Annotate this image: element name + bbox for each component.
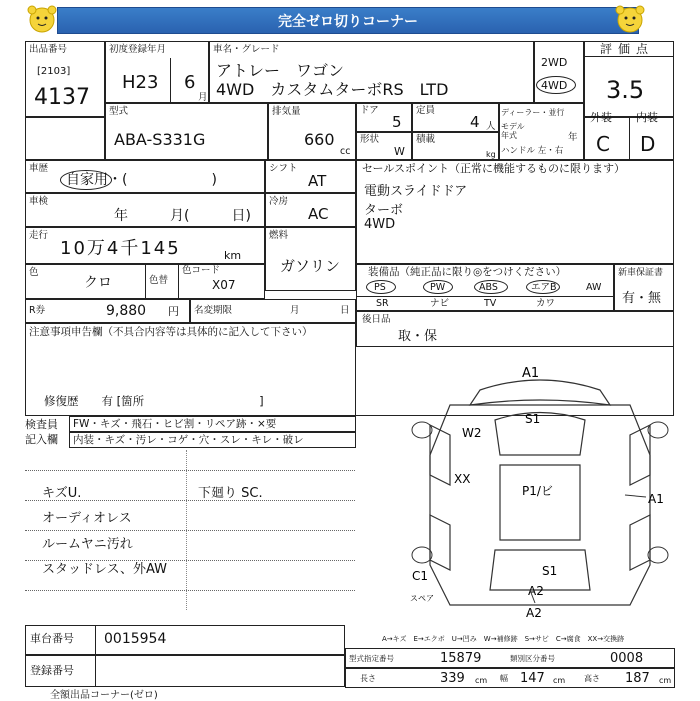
car-name-label: 車名・グレード xyxy=(213,44,280,55)
damage-legend: A→キズ E→エクボ U→凹み W→補修跡 S→サビ C→腐食 XX→交換跡 xyxy=(382,635,625,643)
lot-code: [2103] xyxy=(37,66,71,77)
ac-label: 冷房 xyxy=(269,196,289,207)
equip-tv: TV xyxy=(484,298,497,309)
car-grade: 4WD カスタムターボRS LTD xyxy=(216,80,449,99)
mark-a2-2: A2 xyxy=(526,606,542,620)
displacement-value: 660 xyxy=(304,130,335,149)
model-year-unit: 年 xyxy=(568,132,578,143)
first-reg-label: 初度登録年月 xyxy=(109,44,167,55)
note-right: 下廻り SC. xyxy=(198,486,263,501)
length-value: 339 xyxy=(440,671,465,686)
mascot-left-icon xyxy=(24,4,60,36)
mascot-right-icon xyxy=(612,4,648,36)
width-unit: cm xyxy=(553,676,566,685)
ext-score: C xyxy=(596,132,610,156)
mark-s1-top: S1 xyxy=(525,412,541,426)
lot-number: 4137 xyxy=(34,85,90,110)
chassis-value: 0015954 xyxy=(104,631,167,647)
height-label: 高さ xyxy=(584,674,600,683)
first-reg-era: H23 xyxy=(122,72,159,93)
width-value: 147 xyxy=(520,671,545,686)
note-line-2: オーディオレス xyxy=(42,511,132,526)
model-code-value: 15879 xyxy=(440,651,482,666)
model-value: ABA-S331G xyxy=(114,130,206,149)
fuel-label: 燃料 xyxy=(269,230,289,241)
history-value: 自家用・( ) xyxy=(66,172,217,188)
notes-label: 注意事項申告欄（不具合内容等は具体的に記入して下さい） xyxy=(29,326,313,338)
sales-points-cell xyxy=(356,160,674,264)
dealer-label: ディーラー・並行 xyxy=(501,108,565,117)
capacity-unit: 人 xyxy=(486,121,496,132)
chassis-label: 車台番号 xyxy=(30,632,74,645)
recycle-value: 9,880 xyxy=(106,303,147,319)
shift-label: シフト xyxy=(269,163,298,174)
equip-leather: カワ xyxy=(536,298,556,309)
color-code-label: 色コード xyxy=(182,265,221,276)
height-unit: cm xyxy=(659,676,672,685)
class-code-value: 0008 xyxy=(610,651,644,666)
int-score: D xyxy=(640,132,656,156)
car-name: アトレー ワゴン xyxy=(216,61,345,80)
fuel-value: ガソリン xyxy=(280,257,341,275)
transfer-month: 月 xyxy=(290,305,300,316)
equip-abs: ABS xyxy=(479,282,498,293)
mileage-unit: km xyxy=(224,249,242,262)
note-line-4: スタッドレス、外AW xyxy=(42,562,168,577)
shape-value: W xyxy=(394,145,405,158)
mark-s1-bottom: S1 xyxy=(542,564,558,578)
displacement-label: 排気量 xyxy=(272,106,301,117)
lot-lower-cell xyxy=(25,117,105,160)
mark-xx: XX xyxy=(454,472,471,486)
doors-label: ドア xyxy=(360,105,379,116)
equip-navi: ナビ xyxy=(430,298,450,309)
shape-label: 形状 xyxy=(360,134,380,145)
handle-label: ハンドル 左・右 xyxy=(501,146,564,156)
spare-label: スペア xyxy=(410,594,434,603)
height-value: 187 xyxy=(625,671,650,686)
load-unit: kg xyxy=(486,150,496,159)
color-label: 色 xyxy=(29,267,39,278)
sales-points-label: セールスポイント（正常に機能するものに限ります） xyxy=(362,162,626,175)
mark-w2: W2 xyxy=(462,426,482,440)
first-reg-month: 6 xyxy=(184,72,196,93)
inspection-value: 年 月( 日) xyxy=(114,208,251,224)
shift-value: AT xyxy=(308,172,327,190)
registration-label: 登録番号 xyxy=(30,664,74,677)
note-line-3: ルームヤニ汚れ xyxy=(42,537,133,552)
post-input-value: 取・保 xyxy=(398,329,438,344)
model-label: 型式 xyxy=(109,106,129,117)
displacement-unit: cc xyxy=(340,146,351,157)
recycle-unit: 円 xyxy=(168,305,179,318)
transfer-label: 名変期限 xyxy=(194,305,233,316)
class-code-label: 類別区分番号 xyxy=(510,654,555,663)
equip-sr: SR xyxy=(376,298,389,309)
repair-history: 修復歴 有 [箇所 ] xyxy=(44,394,264,408)
drive-4wd: 4WD xyxy=(541,79,568,92)
sales-point-2: ターボ xyxy=(364,203,404,218)
new-car-cert-label: 新車保証書 xyxy=(618,268,664,278)
capacity-value: 4 xyxy=(470,113,480,131)
length-unit: cm xyxy=(475,676,488,685)
ext-label: 外装 xyxy=(590,111,612,124)
model-code-label: 型式指定番号 xyxy=(349,654,394,663)
length-label: 長さ xyxy=(360,674,376,683)
inspection-label: 車検 xyxy=(29,196,49,207)
first-reg-month-unit: 月 xyxy=(198,92,208,103)
capacity-label: 定員 xyxy=(416,105,436,116)
mileage-label: 走行 xyxy=(29,230,49,241)
model-year-label: モデル年式 xyxy=(501,122,525,140)
equip-ps: PS xyxy=(374,282,386,293)
corner-title-banner xyxy=(57,7,639,34)
history-label: 車歴 xyxy=(29,163,49,174)
damage-diagram xyxy=(410,365,680,620)
color-code-value: X07 xyxy=(212,278,236,292)
equipment-label: 装備品（純正品に限り◎をつけください） xyxy=(368,266,567,278)
score-value: 3.5 xyxy=(606,76,645,104)
doors-value: 5 xyxy=(392,113,402,131)
banner-title: 完全ゼロ切りコーナー xyxy=(278,13,418,30)
drive-2wd: 2WD xyxy=(541,56,568,69)
post-input-label: 後日品 xyxy=(362,314,391,325)
lot-label: 出品番号 xyxy=(29,44,68,55)
score-label: 評価点 xyxy=(600,42,655,56)
mark-a1-right: A1 xyxy=(648,492,664,506)
inspector-row-2-text: 内装・キズ・汚レ・コゲ・穴・スレ・キレ・破レ xyxy=(73,434,304,446)
equip-aw: AW xyxy=(586,282,602,293)
mileage-value: 10万4千145 xyxy=(60,238,181,259)
color-value: クロ xyxy=(84,275,112,291)
mark-p1: P1/ビ xyxy=(522,484,553,498)
int-label: 内装 xyxy=(636,111,658,124)
mark-a2-1: A2 xyxy=(528,584,544,598)
width-label: 幅 xyxy=(500,674,508,683)
note-line-1: キズU. xyxy=(42,486,82,501)
inspector-row-1-text: FW・キズ・飛石・ヒビ割・リペア跡・×要 xyxy=(73,418,277,430)
mark-c1: C1 xyxy=(412,569,429,583)
transfer-day: 日 xyxy=(340,305,350,316)
new-car-cert-value: 有・無 xyxy=(622,291,662,306)
recycle-label: R券 xyxy=(29,305,46,316)
ac-value: AC xyxy=(308,205,329,223)
footer-text: 全額出品コーナー(ゼロ) xyxy=(50,690,158,701)
equip-pw: PW xyxy=(430,282,446,293)
inspector-label-1: 検査員 xyxy=(25,418,58,431)
sales-point-1: 電動スライドドア xyxy=(364,184,468,199)
inspector-label-2: 記入欄 xyxy=(25,433,58,446)
mark-a1-top: A1 xyxy=(522,366,540,381)
load-label: 積載 xyxy=(416,134,436,145)
sales-point-3: 4WD xyxy=(364,217,396,232)
color-change-label: 色替 xyxy=(149,275,169,286)
equip-airbag: エアB xyxy=(531,282,557,293)
